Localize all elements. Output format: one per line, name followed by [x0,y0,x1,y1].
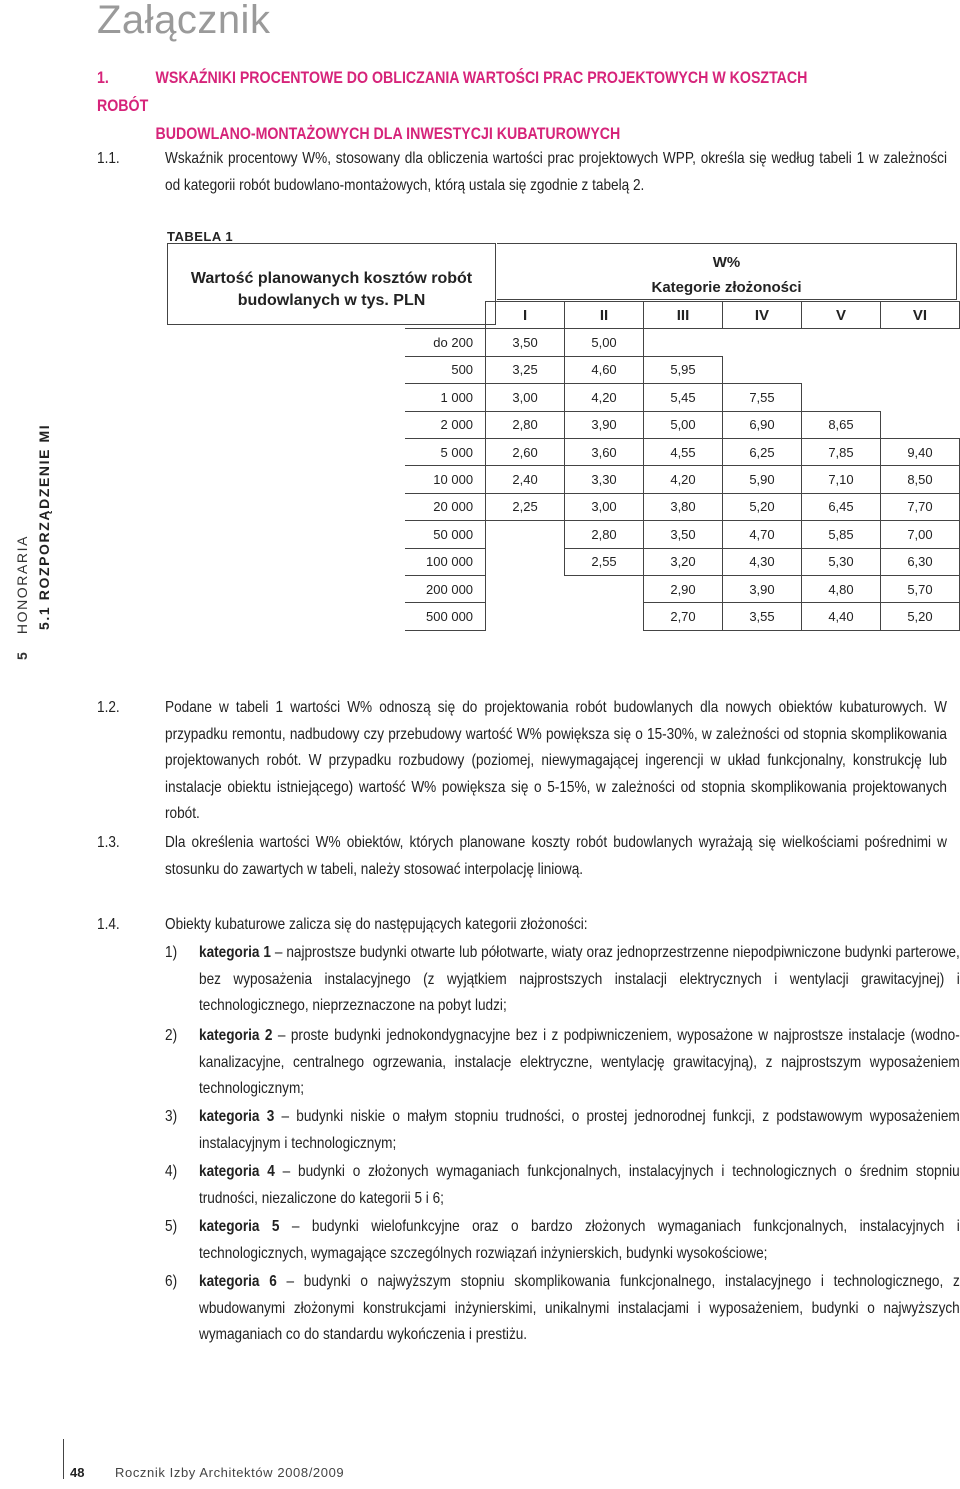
table-cell: 3,30 [565,466,644,493]
table-cell: 7,00 [880,521,959,548]
table-cell: 2,60 [486,438,565,465]
table-row [405,521,960,548]
table-cell: 4,40 [801,603,880,630]
table-cell: 3,00 [565,493,644,520]
table-cell [801,329,880,356]
row-label: 500 000 [405,603,486,630]
table-row [405,603,960,630]
table-cell: 6,45 [801,493,880,520]
table-cell: 9,40 [880,438,959,465]
paragraph-number: 1.3. [97,834,120,851]
table-cell: 5,20 [723,493,802,520]
table-cell [486,575,565,602]
paragraph-text: Wskaźnik procentowy W%, stosowany dla obliczenia wartości prac projektowych WPP, określa się według tabeli 1 w zależności od kategorii robót budowlano-montażowych, którą ustala się zgodnie z tabelą 2. [165,150,947,194]
list-item [165,1023,960,1103]
table-cell [801,384,880,411]
section-title-line1: WSKAŹNIKI PROCENTOWE DO OBLICZANIA WARTOŚCI PRAC PROJEKTOWYCH W KOSZTACH ROBÓT [97,69,808,115]
row-label: 20 000 [405,493,486,520]
paragraph-number: 1.2. [97,699,120,716]
table-cell [801,356,880,383]
table-cell: 2,90 [644,575,723,602]
category-description: – proste budynki jednokondygnacyjne bez i z podpiwniczeniem, wyposażone w najprostsze instalacje (wodno-kanalizacyjne, centralnego ogrzewania, instalacje elektryczne, wentylację grawitacyjną), z najprostszym wyposażeniem technologicznym; [199,1027,960,1097]
category-name: kategoria 4 [199,1163,275,1180]
list-item-number: 2) [165,1027,178,1044]
table-cell: 3,60 [565,438,644,465]
list-item [165,1214,960,1267]
table-cell: 3,20 [644,548,723,575]
row-label: 50 000 [405,521,486,548]
table-cell: 8,65 [801,411,880,438]
table-cell: 3,90 [565,411,644,438]
category-name: kategoria 3 [199,1108,275,1125]
category-header: III [644,302,723,329]
category-name: kategoria 1 [199,944,271,961]
row-label: 5 000 [405,438,486,465]
list-item-number: 3) [165,1108,178,1125]
section-number: 1. [97,69,109,87]
table-cell: 3,55 [723,603,802,630]
wp-title: W% [712,254,741,271]
page-title: Załącznik [97,0,271,42]
row-header-line2: budowlanych w tys. PLN [237,292,426,309]
table-column-header [497,243,957,300]
list-item [165,1104,960,1157]
side-label-chapter [14,535,30,660]
table-cell [486,521,565,548]
table-cell: 2,40 [486,466,565,493]
table-row [405,493,960,520]
paragraph-text: Obiekty kubaturowe zalicza się do następujących kategorii złożoności: [165,916,588,933]
row-label: 10 000 [405,466,486,493]
table-cell [880,329,959,356]
list-item [165,1269,960,1349]
table-cell: 4,80 [801,575,880,602]
table-cell: 5,85 [801,521,880,548]
table-cell: 5,30 [801,548,880,575]
page-number: 48 [70,1465,85,1480]
table-cell: 2,55 [565,548,644,575]
table-label: TABELA 1 [167,229,234,244]
table-row [405,329,960,356]
table-cell [486,603,565,630]
table-cell: 7,55 [723,384,802,411]
category-name: kategoria 6 [199,1273,277,1290]
table-cell: 4,20 [565,384,644,411]
table-cell: 6,90 [723,411,802,438]
category-header: IV [723,302,802,329]
category-header: VI [880,302,959,329]
table-row [405,411,960,438]
table-row [405,438,960,465]
table-cell: 3,25 [486,356,565,383]
category-description: – najprostsze budynki otwarte lub półotwarte, wiaty oraz jednoprzestrzenne niepodpiwniczone budynki parterowe, bez wyposażenia instalacyjnego (z wyjątkiem najprostszych instalacji elektrycznych i wentylacji grawitacyjnej) i technologicznego, nieprzeznaczone na pobyt ludzi; [199,944,960,1014]
category-header: II [565,302,644,329]
table-cell: 2,70 [644,603,723,630]
fee-table [405,301,960,631]
category-row [405,302,960,329]
table-cell [565,603,644,630]
table-cell: 3,50 [486,329,565,356]
table-cell: 5,20 [880,603,959,630]
table-row [405,356,960,383]
list-item-number: 1) [165,944,178,961]
table-cell [565,575,644,602]
category-name: kategoria 5 [199,1218,280,1235]
category-header: I [486,302,565,329]
paragraph-1-3 [97,830,947,883]
paragraph-text: Podane w tabeli 1 wartości W% odnoszą się do projektowania robót budowlanych dla nowych obiektów kubaturowych. W przypadku remontu, nadbudowy czy przebudowy wartość W% powiększa się o 15-30%, w zależności od stopnia skomplikowania projektowanych robót. W przypadku rozbudowy (poziomej, niewymagającej ingerencji w układ funkcjonalny, konstrukcję lub instalacje obiektu istniejącego) wartość W% powiększa się o 5-15%, w zależności od stopnia skomplikowania projektowanych robót. [165,699,947,822]
table-row [405,466,960,493]
table-cell: 5,00 [565,329,644,356]
row-label: 100 000 [405,548,486,575]
category-description: – budynki niskie o małym stopniu trudności, o prostej jednorodnej funkcji, z podstawowym wyposażeniem instalacyjnym i technologicznym; [199,1108,960,1152]
section-title-line2: BUDOWLANO-MONTAŻOWYCH DLA INWESTYCJI KUBATUROWYCH [155,125,621,143]
table-cell: 2,80 [486,411,565,438]
table-cell: 6,25 [723,438,802,465]
table-row [405,548,960,575]
row-label: 1 000 [405,384,486,411]
table-cell [723,329,802,356]
table-cell [644,329,723,356]
chapter-number: 5 [14,650,30,660]
side-label-section: 5.1 ROZPORZĄDZENIE MI [36,423,52,630]
category-name: kategoria 2 [199,1027,273,1044]
table-cell: 2,25 [486,493,565,520]
paragraph-1-2 [97,695,947,828]
table-cell: 5,90 [723,466,802,493]
section-heading [97,64,819,148]
table-cell: 7,70 [880,493,959,520]
row-header-line1: Wartość planowanych kosztów robót [190,270,473,287]
wp-subtitle: Kategorie złożoności [651,279,802,296]
table-row [405,384,960,411]
table-cell: 5,45 [644,384,723,411]
table-cell: 3,50 [644,521,723,548]
table-cell: 4,55 [644,438,723,465]
paragraph-number: 1.4. [97,916,120,933]
category-description: – budynki o złożonych wymaganiach funkcjonalnych, instalacyjnych i technologicznych o średnim stopniu trudności, niezaliczone do kategorii 5 i 6; [199,1163,960,1207]
table-cell: 4,70 [723,521,802,548]
list-item-number: 4) [165,1163,178,1180]
table-cell: 5,95 [644,356,723,383]
chapter-title: HONORARIA [14,534,30,635]
paragraph-1-1 [97,146,947,199]
footer-divider [63,1439,64,1479]
table-cell: 5,70 [880,575,959,602]
table-cell: 6,30 [880,548,959,575]
category-description: – budynki o najwyższym stopniu skomplikowania funkcjonalnego, instalacyjnego i technologicznego, z wbudowanymi złożonymi konstrukcjami inżynierskimi, unikalnymi instalacjami i wyposażeniem, budynki o najwyższych wymaganiach co do standardu wykończenia i prestiżu. [199,1273,960,1343]
list-item [165,940,960,1020]
paragraph-1-4 [97,912,947,939]
category-header: V [801,302,880,329]
table-cell: 7,85 [801,438,880,465]
table-row [405,575,960,602]
list-item-number: 5) [165,1218,178,1235]
table-cell: 4,20 [644,466,723,493]
publication-name: Rocznik Izby Architektów 2008/2009 [115,1465,345,1480]
row-label: do 200 [405,329,486,356]
list-item [165,1159,960,1212]
row-label: 2 000 [405,411,486,438]
table-cell: 2,80 [565,521,644,548]
table-cell [880,384,959,411]
table-cell [880,356,959,383]
table-cell: 3,80 [644,493,723,520]
paragraph-number: 1.1. [97,150,120,167]
table-cell: 5,00 [644,411,723,438]
table-cell: 3,90 [723,575,802,602]
table-cell: 7,10 [801,466,880,493]
paragraph-text: Dla określenia wartości W% obiektów, których planowane koszty robót budowlanych wyrażają się wielkościami pośrednimi w stosunku do zawartych w tabeli, należy stosować interpolację liniową. [165,834,947,878]
table-cell: 4,30 [723,548,802,575]
table-cell: 8,50 [880,466,959,493]
list-item-number: 6) [165,1273,178,1290]
table-cell: 3,00 [486,384,565,411]
row-label: 200 000 [405,575,486,602]
table-cell: 4,60 [565,356,644,383]
table-cell [723,356,802,383]
category-description: – budynki wielofunkcyjne oraz o bardzo złożonych wymaganiach funkcjonalnych, instalacyjnych i technologicznych, wymagające szczególnych rozwiązań inżynierskich, budynki wysokościowe; [199,1218,960,1262]
row-label: 500 [405,356,486,383]
table-cell [880,411,959,438]
table-cell [486,548,565,575]
